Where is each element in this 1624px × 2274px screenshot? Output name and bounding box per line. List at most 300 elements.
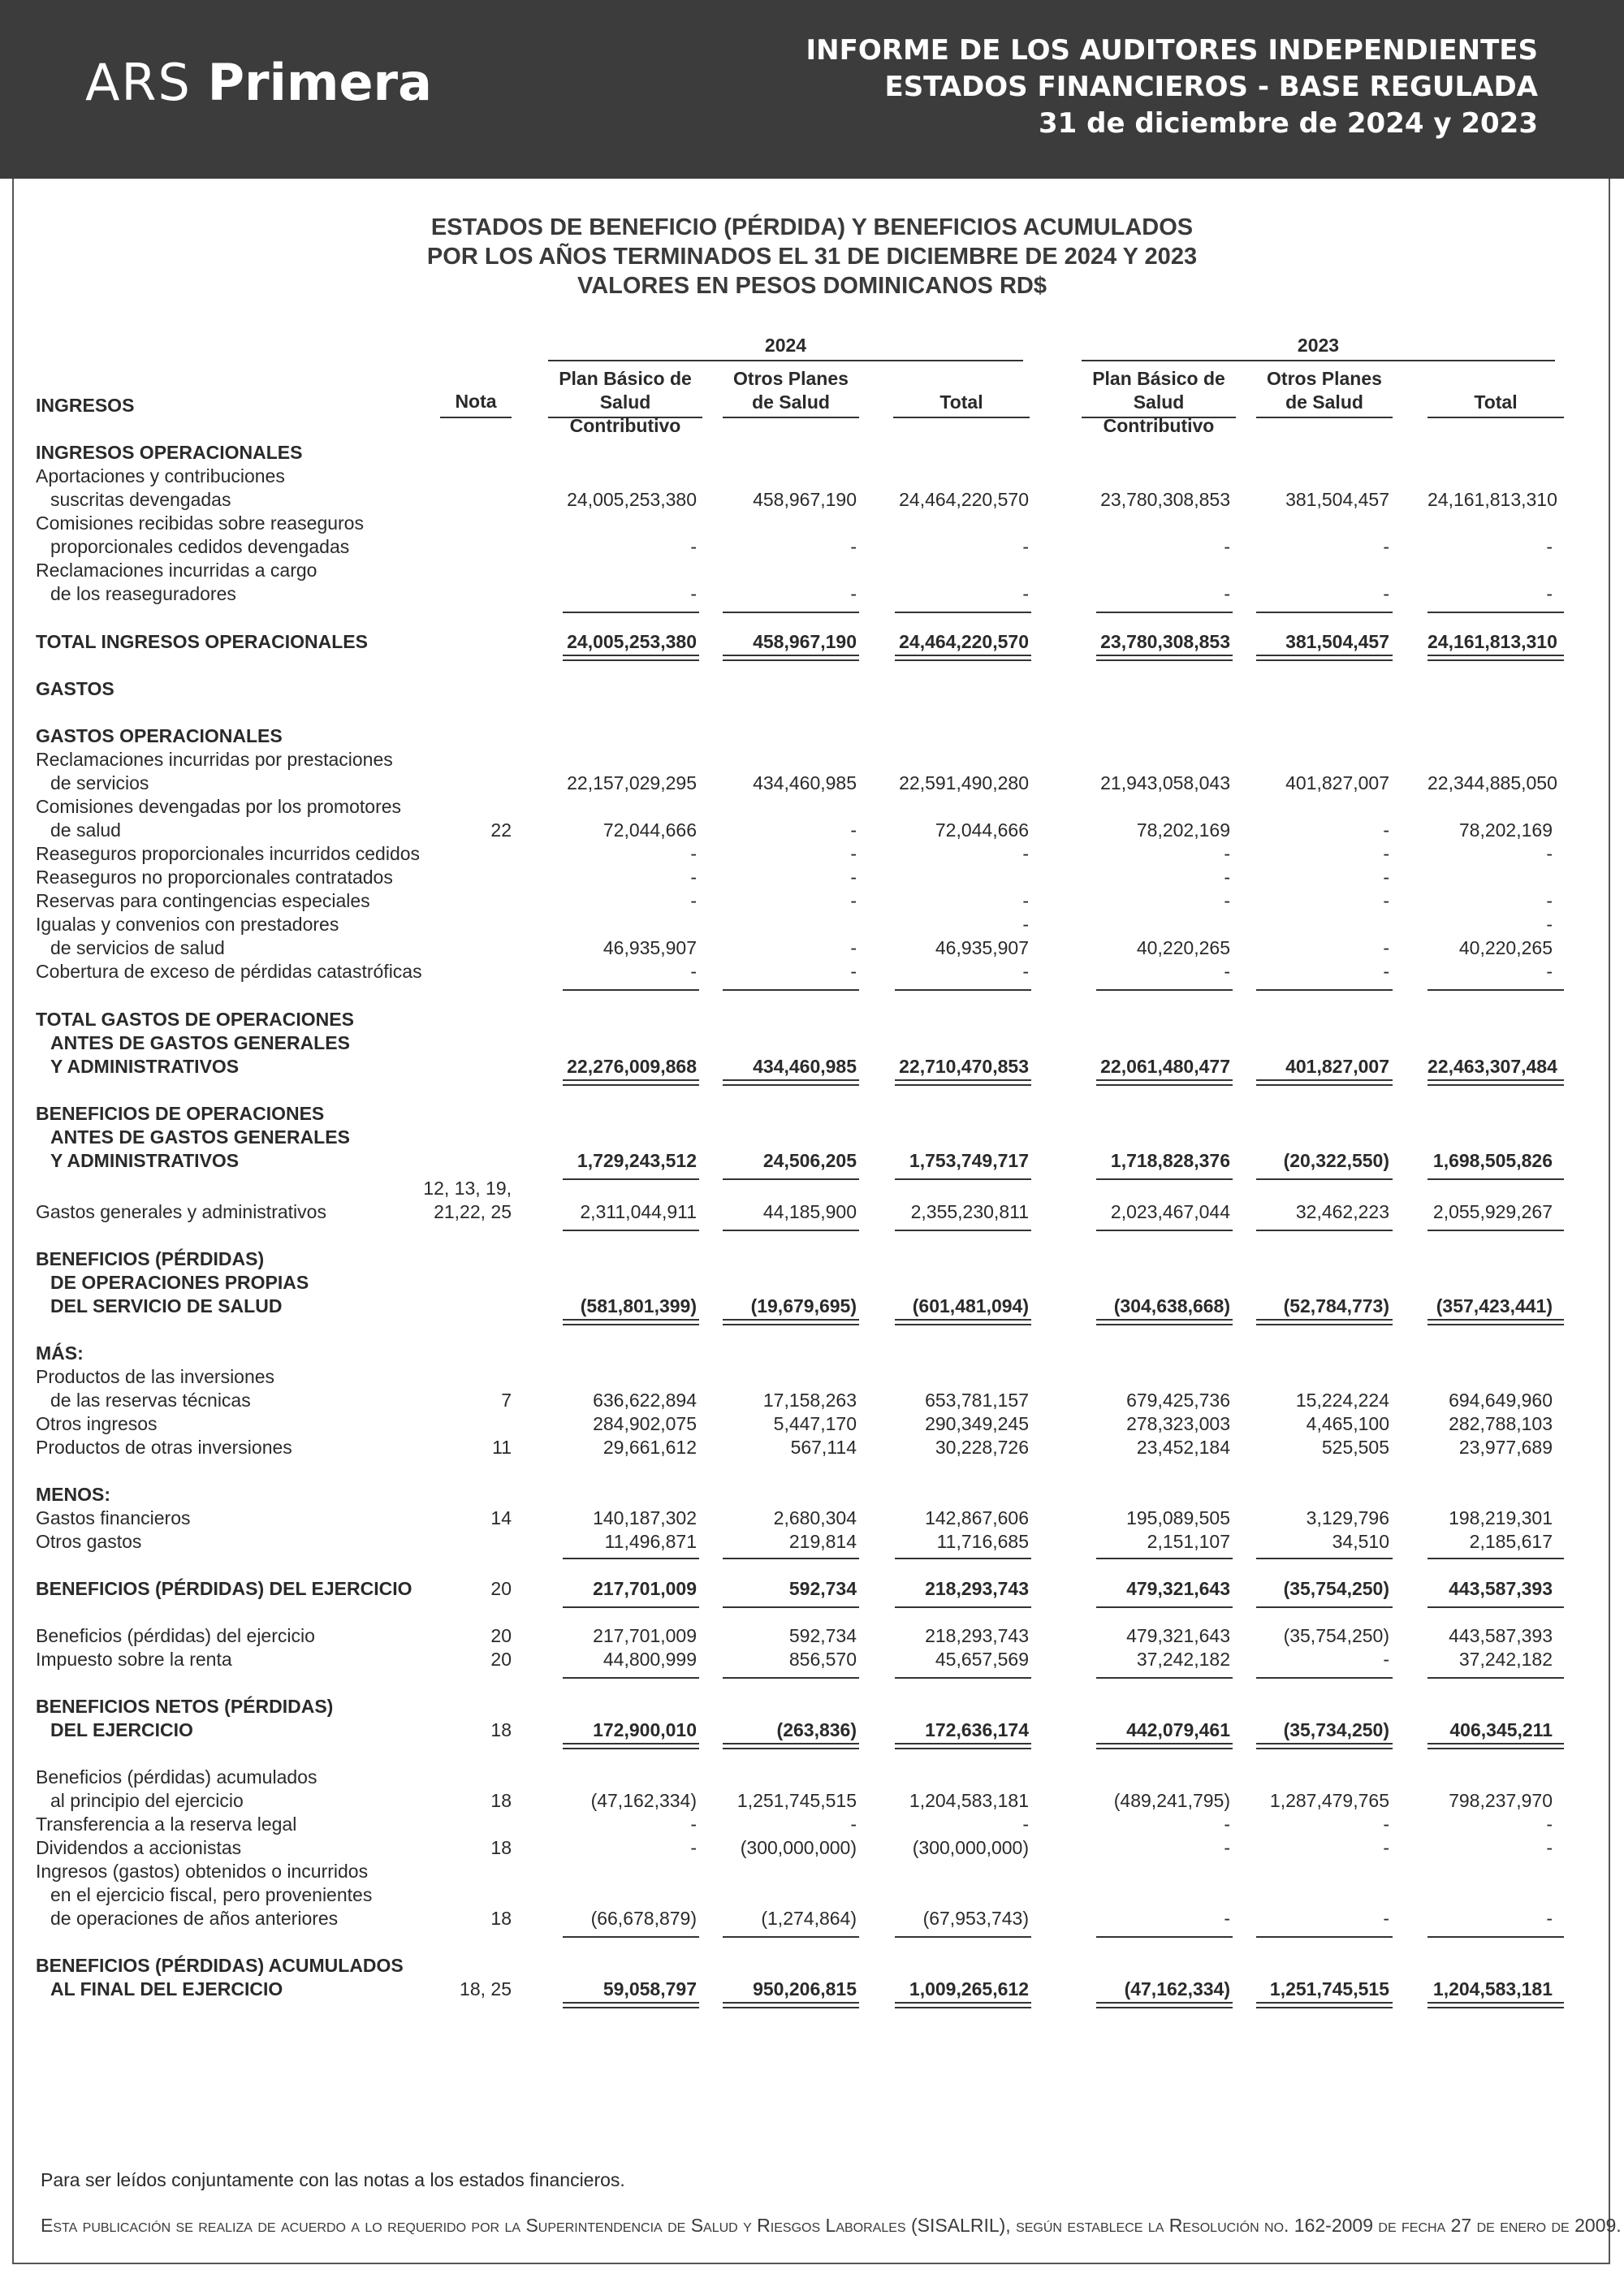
value-cell: 24,506,205 [762,1150,857,1171]
value-cell: (300,000,000) [740,1837,857,1858]
value-cell: - [1022,583,1029,604]
row-note-ref [422,1149,512,1173]
table-row [0,772,1624,795]
value-cell: 2,355,230,811 [910,1201,1029,1222]
value-cell: - [1224,583,1230,604]
row-note-ref [422,488,512,512]
value-cell: 219,814 [788,1531,857,1552]
value-cell: 653,781,157 [925,1390,1029,1411]
value-cell: 32,462,223 [1295,1201,1389,1222]
underline [1427,1230,1564,1231]
row-label: DE OPERACIONES PROPIAS [50,1272,309,1293]
double-underline [1256,2002,1393,2008]
underline [895,1558,1031,1559]
value-cell: 1,287,479,765 [1269,1790,1389,1811]
value-cell: - [850,536,857,557]
value-cell: 59,058,797 [603,1978,697,1999]
value-cell: (47,162,334) [1124,1978,1230,1999]
row-label: Aportaciones y contribuciones [36,465,285,486]
table-row [0,582,1624,606]
table-row [0,1813,1624,1836]
underline [1256,1558,1393,1559]
row-label: Gastos financieros [36,1507,191,1528]
value-cell: 23,780,308,853 [1100,631,1230,652]
value-cell: 442,079,461 [1126,1719,1230,1740]
underline [723,1936,859,1938]
value-cell: - [1383,890,1389,911]
underline [563,1558,699,1559]
row-note-ref: 20 [490,1625,512,1646]
double-underline [1256,1319,1393,1325]
double-underline [1096,1743,1233,1749]
value-cell: - [1546,1908,1553,1929]
logo-bold-text: Primera [207,53,432,112]
row-label: de servicios de salud [50,937,225,958]
row-note-ref [422,1365,512,1389]
table-row [0,1271,1624,1295]
value-cell: 21,943,058,043 [1100,772,1230,793]
value-cell: 798,237,970 [1449,1790,1553,1811]
table-row [0,1507,1624,1530]
value-cell: 1,753,749,717 [909,1150,1029,1171]
value-cell: 24,464,220,570 [899,489,1029,510]
row-label: ANTES DE GASTOS GENERALES [50,1032,350,1053]
table-row [0,889,1624,913]
row-note-ref [422,1860,512,1883]
plan-basico-header-2024: Salud Contributivo [569,391,681,436]
value-cell: 40,220,265 [1458,937,1553,958]
row-note-ref: 14 [490,1507,512,1528]
underline [895,1178,1031,1180]
table-row [0,1008,1624,1031]
table-row [0,1648,1624,1671]
row-label: Cobertura de exceso de pérdidas catastróficas [36,961,422,982]
value-cell: - [850,867,857,888]
row-note-ref [422,441,512,465]
underline [563,1606,699,1608]
value-cell: - [850,890,857,911]
value-cell: 44,800,999 [603,1649,697,1670]
row-label: TOTAL GASTOS DE OPERACIONES [36,1009,354,1030]
underline [563,1677,699,1679]
value-cell: 381,504,457 [1285,631,1389,652]
value-cell: - [1022,843,1029,864]
underline [723,1677,859,1679]
row-label: Ingresos (gastos) obtenidos o incurridos [36,1861,369,1882]
double-underline [723,1079,859,1086]
value-cell: 592,734 [788,1625,857,1646]
table-row [0,748,1624,772]
row-note-ref [422,772,512,795]
value-cell: 381,504,457 [1285,489,1389,510]
value-cell: 15,224,224 [1295,1390,1389,1411]
underline [723,612,859,613]
double-underline [723,1743,859,1749]
table-row [0,1126,1624,1149]
row-note-ref [422,960,512,984]
underline [1427,1936,1564,1938]
value-cell: 195,089,505 [1126,1507,1230,1528]
row-label: de los reaseguradores [50,583,236,604]
row-label: GASTOS [36,678,114,699]
value-cell: 22,463,307,484 [1427,1056,1557,1077]
underline [723,1558,859,1559]
year-2023-header: 2023 [1297,335,1340,356]
underline [1256,1606,1393,1608]
table-row [0,1718,1624,1742]
total-header-rule-2023 [1427,417,1564,418]
row-note-ref [422,1247,512,1271]
value-cell: - [690,1814,697,1835]
table-row [0,677,1624,701]
table-row [0,1766,1624,1789]
value-cell: 11,496,871 [604,1531,697,1552]
table-row [0,512,1624,535]
row-label: BENEFICIOS (PÉRDIDAS) DEL EJERCICIO [36,1578,412,1599]
value-cell: 525,505 [1321,1437,1389,1458]
value-cell: 198,219,301 [1449,1507,1553,1528]
row-label: Gastos generales y administrativos [36,1201,326,1222]
value-cell: 592,734 [788,1578,857,1599]
row-note-ref [422,1412,512,1436]
value-cell: 694,649,960 [1449,1390,1553,1411]
value-cell: 72,044,666 [603,819,697,841]
value-cell: - [1383,819,1389,841]
plan-basico-header-2024: Plan Básico de [559,368,692,389]
value-cell: 1,204,583,181 [909,1790,1029,1811]
value-cell: 2,055,929,267 [1432,1201,1553,1222]
value-cell: - [850,583,857,604]
underline [563,989,699,991]
value-cell: 458,967,190 [753,489,857,510]
table-row [0,559,1624,582]
value-cell: (304,638,668) [1113,1295,1230,1316]
value-cell: 290,349,245 [925,1413,1029,1434]
row-label: Igualas y convenios con prestadores [36,914,339,935]
value-cell: 172,636,174 [925,1719,1029,1740]
row-label: Otros ingresos [36,1413,158,1434]
double-underline [895,655,1031,661]
value-cell: - [690,583,697,604]
value-cell: 24,005,253,380 [567,631,697,652]
row-note-ref: 7 [501,1390,512,1411]
double-underline [1256,1079,1393,1086]
table-row [0,1836,1624,1860]
table-row [0,819,1624,842]
row-label: BENEFICIOS NETOS (PÉRDIDAS) [36,1696,334,1717]
value-cell: 4,465,100 [1306,1413,1389,1434]
value-cell: 78,202,169 [1458,819,1553,841]
row-label: Impuesto sobre la renta [36,1649,232,1670]
value-cell: - [1383,1814,1389,1835]
table-row [0,1149,1624,1173]
row-label: Beneficios (pérdidas) del ejercicio [36,1625,315,1646]
value-cell: 37,242,182 [1136,1649,1230,1670]
row-note-ref: 20 [490,1649,512,1670]
value-cell: - [1383,1908,1389,1929]
value-cell: 401,827,007 [1285,772,1389,793]
table-row [0,1389,1624,1412]
value-cell [1256,913,1389,936]
value-cell: 679,425,736 [1126,1390,1230,1411]
value-cell: - [1224,1908,1230,1929]
underline [1096,1606,1233,1608]
row-label: Reaseguros no proporcionales contratados [36,867,393,888]
value-cell: 37,242,182 [1458,1649,1553,1670]
value-cell: 2,680,304 [773,1507,857,1528]
row-label: BENEFICIOS DE OPERACIONES [36,1103,325,1124]
table-row [0,1624,1624,1648]
table-row [0,795,1624,819]
otros-planes-header-2024: Otros Planes [733,368,849,389]
underline [895,989,1031,991]
value-cell: 17,158,263 [762,1390,857,1411]
value-cell: 2,151,107 [1147,1531,1230,1552]
value-cell: - [1546,914,1553,935]
underline [563,1178,699,1180]
double-underline [895,1079,1031,1086]
table-row [0,1247,1624,1271]
value-cell: 218,293,743 [925,1625,1029,1646]
row-note-ref: 21,22, 25 [434,1201,512,1222]
underline [563,1230,699,1231]
row-note-ref [422,842,512,866]
value-cell: 479,321,643 [1126,1578,1230,1599]
row-note-ref [422,1813,512,1836]
double-underline [895,1319,1031,1325]
underline [563,612,699,613]
page-header [0,0,1624,179]
footer-legal-notice: Esta publicación se realiza de acuerdo a lo requerido por la Superintendencia de Salud y Riesgos Laborales (SISALRIL), según establece la Resolución no. 162-2009 de fecha 27 de enero de 2009. [41,2215,1622,2236]
double-underline [1427,1319,1564,1325]
value-cell: (1,274,864) [761,1908,857,1929]
value-cell: - [1383,867,1389,888]
logo-light-text: ARS [85,53,192,112]
value-cell: 24,161,813,310 [1427,631,1557,652]
table-row [0,1102,1624,1126]
underline [895,1606,1031,1608]
table-row [0,630,1624,654]
value-cell: - [1546,583,1553,604]
plan-basico-header-rule-2023 [1082,417,1236,418]
row-note-ref [422,1883,512,1907]
row-note-ref [422,936,512,960]
double-underline [1427,655,1564,661]
table-row [0,1978,1624,2001]
table-row [0,1342,1624,1365]
value-cell: 950,206,815 [753,1978,857,1999]
underline [1096,1677,1233,1679]
value-cell: - [1224,890,1230,911]
table-row [0,842,1624,866]
table-row [0,1907,1624,1930]
table-row [0,1365,1624,1389]
double-underline [1427,1743,1564,1749]
row-note-ref [422,1954,512,1978]
double-underline [1096,655,1233,661]
underline [723,1178,859,1180]
row-label: MÁS: [36,1342,84,1364]
value-cell: (66,678,879) [590,1908,697,1929]
value-cell: 567,114 [790,1437,857,1458]
value-cell [560,913,697,936]
value-cell: 1,251,745,515 [736,1790,857,1811]
table-row [0,866,1624,889]
table-row [0,1200,1624,1224]
table-row [0,913,1624,936]
value-cell: 140,187,302 [593,1507,697,1528]
value-cell: - [1022,914,1029,935]
value-cell: - [690,536,697,557]
row-note-ref [422,866,512,889]
row-note-ref: 18, 25 [460,1978,512,1999]
double-underline [895,2002,1031,2008]
double-underline [1427,1079,1564,1086]
value-cell: 46,935,907 [935,937,1029,958]
value-cell: - [690,843,697,864]
value-cell: 45,657,569 [935,1649,1029,1670]
value-cell: (52,784,773) [1283,1295,1389,1316]
value-cell: - [1383,961,1389,982]
value-cell: - [1022,961,1029,982]
value-cell: 40,220,265 [1136,937,1230,958]
value-cell: 278,323,003 [1126,1413,1230,1434]
statement-title-line-1: ESTADOS DE BENEFICIO (PÉRDIDA) Y BENEFICIOS ACUMULADOS [430,214,1194,240]
value-cell: (300,000,000) [912,1837,1029,1858]
row-label: Reservas para contingencias especiales [36,890,370,911]
underline [1427,1178,1564,1180]
double-underline [723,2002,859,2008]
row-label: Y ADMINISTRATIVOS [50,1056,240,1077]
row-label: de operaciones de años anteriores [50,1908,339,1929]
row-label: GASTOS OPERACIONALES [36,725,283,746]
section-label-ingresos: INGRESOS [36,395,135,416]
total-header-rule-2024 [893,417,1030,418]
row-note-ref [422,582,512,606]
row-note-ref [422,677,512,701]
value-cell: 856,570 [788,1649,857,1670]
value-cell: 2,311,044,911 [580,1201,697,1222]
table-row [0,1436,1624,1459]
value-cell: - [1546,1837,1553,1858]
double-underline [1096,1079,1233,1086]
table-row [0,1031,1624,1055]
row-note-ref [422,1102,512,1126]
row-note-ref [422,748,512,772]
double-underline [563,2002,699,2008]
row-note-ref: 11 [492,1437,512,1458]
value-cell: - [850,843,857,864]
table-row [0,1295,1624,1318]
underline [1256,989,1393,991]
row-note-ref [422,1126,512,1149]
row-label: de servicios [50,772,149,793]
value-cell: - [1224,1814,1230,1835]
table-row [0,1695,1624,1718]
total-header-2023: Total [1474,391,1518,413]
underline [1096,1936,1233,1938]
double-underline [563,1743,699,1749]
row-note-ref [422,1008,512,1031]
otros-planes-header-rule-2024 [723,417,859,418]
row-label: Comisiones recibidas sobre reaseguros [36,512,364,534]
value-cell: (20,322,550) [1283,1150,1389,1171]
row-note-ref: 18 [490,1719,512,1740]
value-cell: 24,005,253,380 [567,489,697,510]
underline [895,612,1031,613]
row-note-ref [422,1766,512,1789]
value-cell: - [1224,1837,1230,1858]
value-cell: 1,698,505,826 [1432,1150,1553,1171]
row-label: Reclamaciones incurridas a cargo [36,560,317,581]
row-label: BENEFICIOS (PÉRDIDAS) [36,1248,265,1269]
row-label: suscritas devengadas [50,489,231,510]
otros-planes-header-2023: de Salud [1285,391,1363,413]
value-cell: 282,788,103 [1449,1413,1553,1434]
value-cell: - [1546,1814,1553,1835]
value-cell: 401,827,007 [1285,1056,1389,1077]
underline [1096,1230,1233,1231]
double-underline [563,1079,699,1086]
value-cell: - [1546,843,1553,864]
table-row [0,724,1624,748]
value-cell: (47,162,334) [590,1790,697,1811]
otros-planes-header-2023: Otros Planes [1267,368,1382,389]
underline [1256,612,1393,613]
otros-planes-header-rule-2023 [1256,417,1393,418]
double-underline [563,1319,699,1325]
value-cell: 78,202,169 [1136,819,1230,841]
double-underline [563,655,699,661]
footer-note: Para ser leídos conjuntamente con las notas a los estados financieros. [41,2169,625,2190]
row-label: al principio del ejercicio [50,1790,244,1811]
value-cell: 1,718,828,376 [1110,1150,1230,1171]
value-cell: 22,710,470,853 [899,1056,1029,1077]
row-label: Comisiones devengadas por los promotores [36,796,402,817]
row-label: AL FINAL DEL EJERCICIO [50,1978,283,1999]
value-cell: 1,251,745,515 [1269,1978,1389,1999]
underline [1427,1606,1564,1608]
row-note-ref [422,512,512,535]
value-cell: 284,902,075 [593,1413,697,1434]
value-cell: - [1546,890,1553,911]
value-cell [895,866,1029,889]
nota-column-header: Nota [455,391,497,412]
underline [1096,989,1233,991]
table-row [0,1483,1624,1507]
double-underline [723,655,859,661]
report-heading-line-2: ESTADOS FINANCIEROS - BASE REGULADA [884,71,1538,103]
row-note-ref [422,1483,512,1507]
value-cell [1096,913,1230,936]
value-cell: 11,716,685 [936,1531,1029,1552]
underline [1096,1558,1233,1559]
value-cell: 3,129,796 [1306,1507,1389,1528]
value-cell: 172,900,010 [593,1719,697,1740]
row-note-ref [422,913,512,936]
underline [1096,1178,1233,1180]
value-cell: (357,423,441) [1436,1295,1553,1316]
value-cell: 29,661,612 [603,1437,697,1458]
row-note-ref: 20 [490,1578,512,1599]
value-cell: - [1383,843,1389,864]
row-label: MENOS: [36,1484,110,1505]
value-cell: 34,510 [1332,1531,1389,1552]
row-label: Reaseguros proporcionales incurridos cedidos [36,843,421,864]
value-cell: 46,935,907 [603,937,697,958]
table-row [0,1954,1624,1978]
value-cell: (263,836) [776,1719,857,1740]
